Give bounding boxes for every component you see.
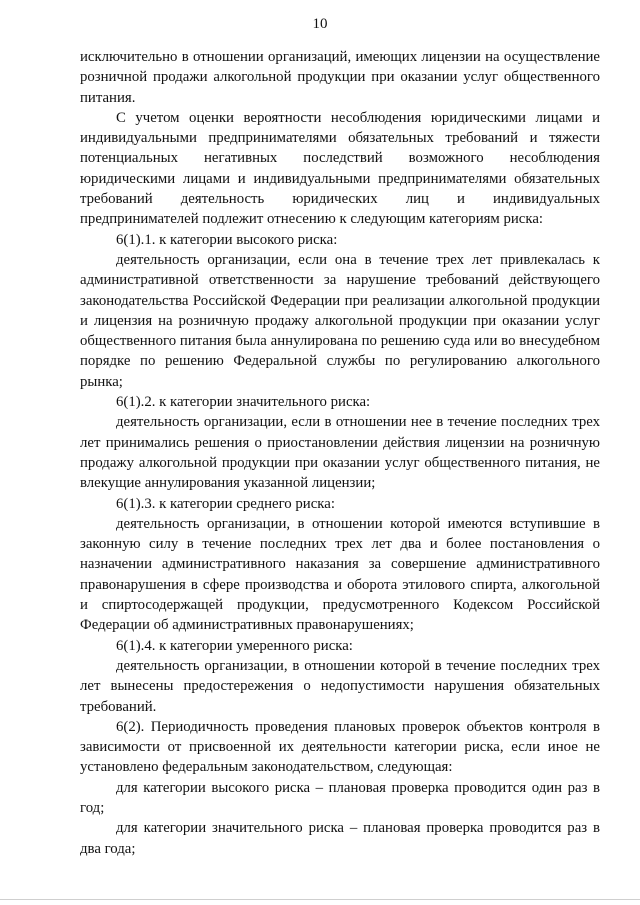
paragraph: 6(2). Периодичность проведения плановых проверок объектов контроля в зависимости от присвоенной их деятельности категории риска, если иное не установлено федеральным законодательством, следующая: [80,718,600,776]
paragraph: 6(1).2. к категории значительного риска: [116,394,371,411]
paragraph: 6(1).4. к категории умеренного риска: [116,637,353,654]
paragraph: деятельность организации, в отношении которой имеются вступившие в законную силу в течение последних трех лет два и более постановления о назначении административного наказания за совершение административного правонарушения в сфере производства и оборота этилового спирта, алкогольной и спиртосодержащей продукции, предусмотренного Кодексом Российской Федерации об административных правонарушениях; [80,515,600,634]
paragraph: С учетом оценки вероятности несоблюдения юридическими лицами и индивидуальными предпринимателями обязательных требований и тяжести потенциальных негативных последствий возможного несоблюдения юридическими лицами и индивидуальными предпринимателями обязательных требований деятельность юридических лиц и индивидуальных предпринимателей подлежит отнесению к следующим категориям риска: [80,109,600,228]
paragraph: деятельность организации, если она в течение трех лет привлекалась к административной ответственности за нарушение требований действующего законодательства Российской Федерации при реализации алкогольной продукции и лицензия на розничную продажу алкогольной продукции при оказании услуг общественного питания была аннулирована по решению суда или во внесудебном порядке по решению Федеральной службы по регулированию алкогольного рынка; [80,251,600,390]
paragraph: для категории высокого риска – плановая проверка проводится один раз в год; [80,779,600,816]
paragraph: 6(1).3. к категории среднего риска: [116,495,335,512]
page-number: 10 [312,16,328,32]
paragraph: исключительно в отношении организаций, имеющих лицензии на осуществление розничной продажи алкогольной продукции при оказании услуг общественного питания. [80,49,600,106]
paragraph: 6(1).1. к категории высокого риска: [116,231,338,248]
paragraph: деятельность организации, если в отношении нее в течение последних трех лет принимались решения о приостановлении действия лицензии на розничную продажу алкогольной продукции при оказании услуг общественного питания, не влекущие аннулирования указанной лицензии; [80,414,600,492]
bottom-edge-line [0,899,640,900]
paragraph: деятельность организации, в отношении которой в течение последних трех лет вынесены предостережения о недопустимости нарушения обязательных требований. [80,657,600,715]
document-body [80,47,600,859]
paragraph: для категории значительного риска – плановая проверка проводится раз в два года; [80,820,600,857]
